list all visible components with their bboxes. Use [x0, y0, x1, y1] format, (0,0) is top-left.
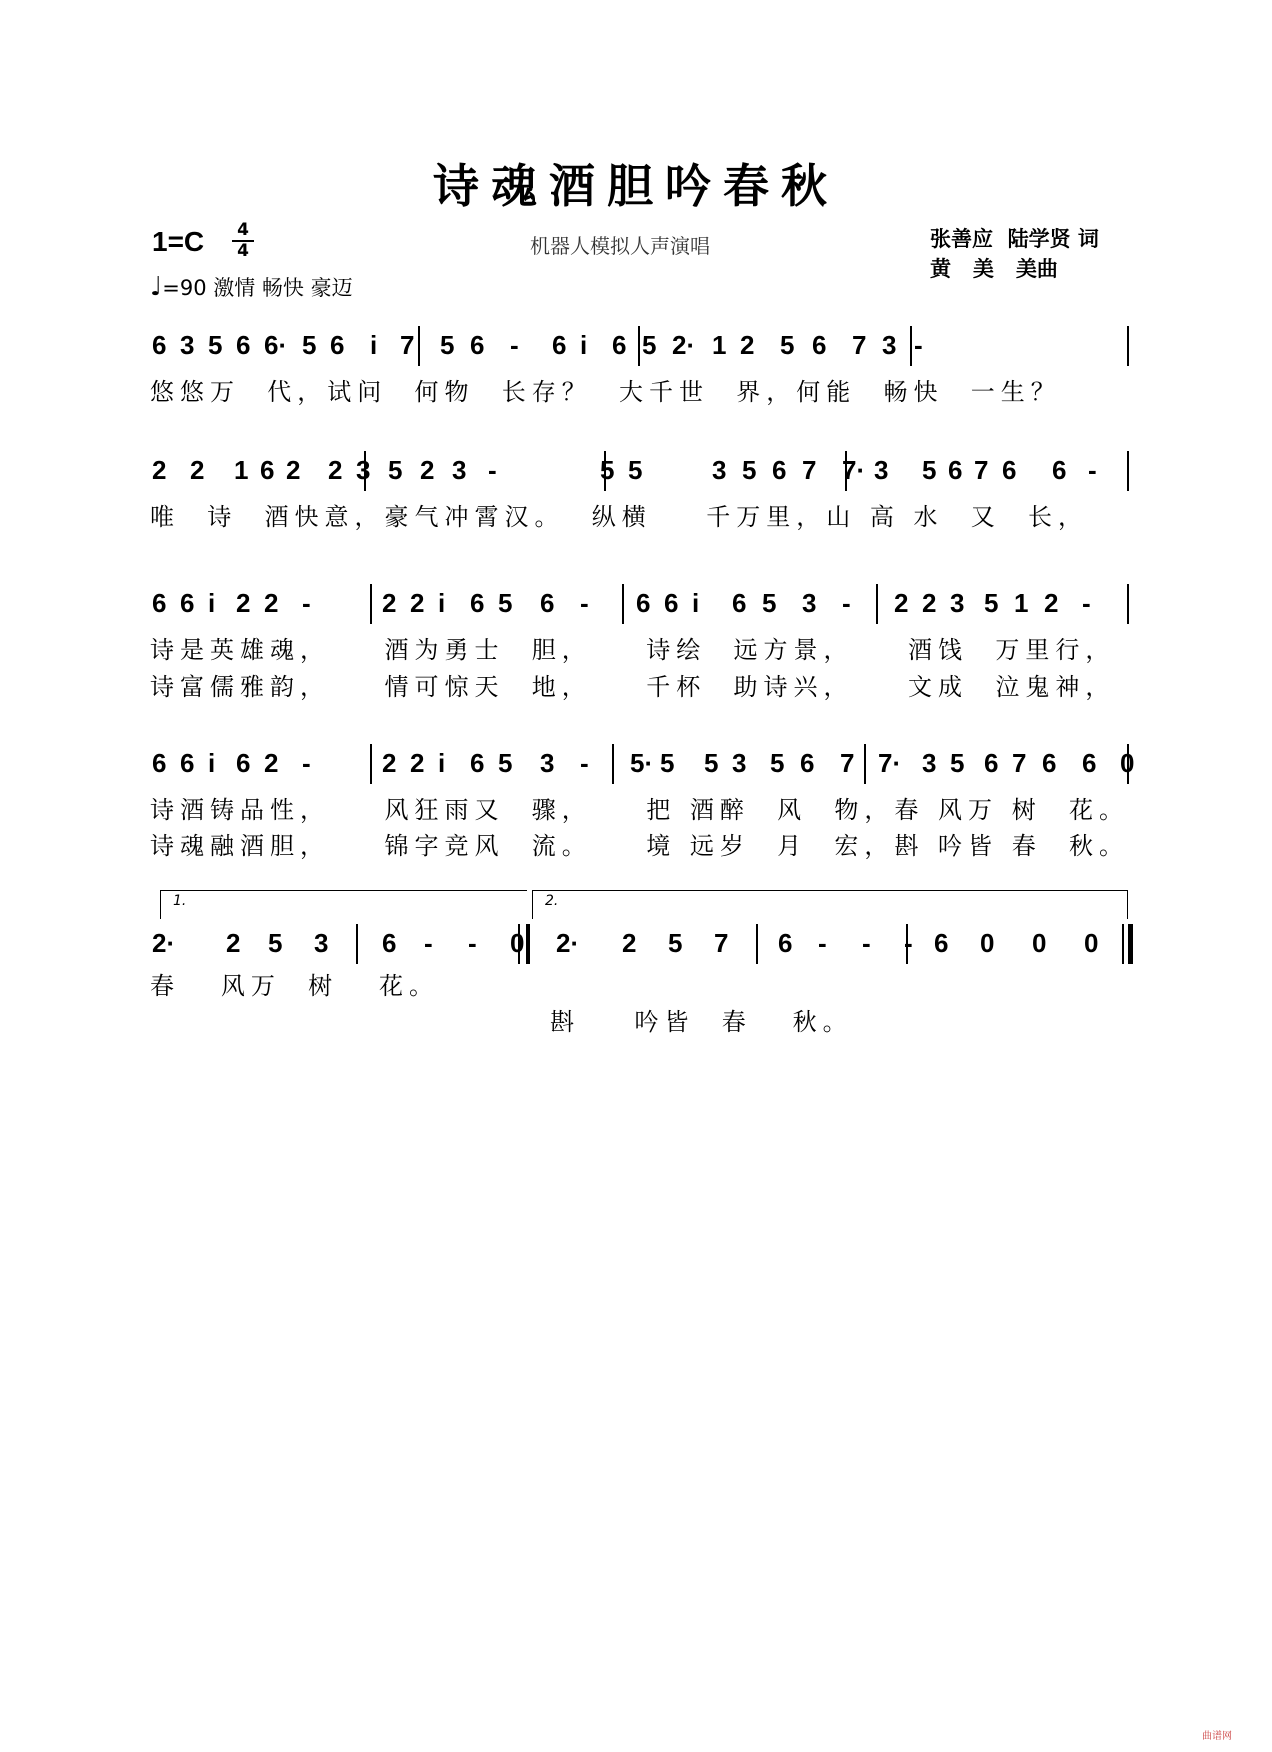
note: i: [208, 588, 216, 618]
note: -: [914, 330, 923, 360]
note: 1: [1014, 588, 1029, 618]
note: 6: [1052, 455, 1067, 485]
note: 7: [974, 455, 989, 485]
note: 6: [540, 588, 555, 618]
note: 2: [152, 455, 167, 485]
quarter-note-icon: ♩: [150, 272, 163, 302]
note: 6: [236, 748, 251, 778]
note: 3: [180, 330, 195, 360]
note: 6: [180, 748, 195, 778]
note: 2: [740, 330, 755, 360]
note: 6: [778, 928, 793, 958]
note: 6: [236, 330, 251, 360]
note: i: [580, 330, 588, 360]
lyric-line-3-verse-2: 诗富儒雅韵， 情可惊天 地， 千杯 助诗兴， 文成 泣鬼神，: [150, 673, 1116, 701]
note: 2: [622, 928, 637, 958]
lyric-line-5-verse-2: 斟 吟皆 春 秋。: [550, 1008, 853, 1036]
note: 2: [382, 748, 397, 778]
note: 5: [742, 455, 757, 485]
note: 6·: [264, 330, 288, 360]
note: 5: [780, 330, 795, 360]
lyric-line-4-verse-1: 诗酒铸品性， 风狂雨又 骤， 把 酒醉 风 物，春 风万 树 花。: [150, 796, 1129, 824]
note: 3: [452, 455, 467, 485]
note: 3: [922, 748, 937, 778]
note: 5: [762, 588, 777, 618]
note: 6: [180, 588, 195, 618]
note: -: [468, 928, 477, 958]
note: 6: [1042, 748, 1057, 778]
composer-credit: 黄 美 美曲: [930, 256, 1058, 281]
note: 5: [704, 748, 719, 778]
note: 1: [234, 455, 249, 485]
note: 3: [802, 588, 817, 618]
note: 6: [152, 748, 167, 778]
note: 7: [400, 330, 415, 360]
note: 6: [152, 588, 167, 618]
time-signature-bottom: 4: [237, 241, 249, 261]
note: 3: [882, 330, 897, 360]
performer-note: 机器人模拟人声演唱: [530, 234, 710, 258]
note: 6: [984, 748, 999, 778]
note: 2: [190, 455, 205, 485]
note: 6: [552, 330, 567, 360]
tempo-marking: [150, 272, 353, 302]
note: 6: [260, 455, 275, 485]
note: 2: [894, 588, 909, 618]
note: -: [842, 588, 851, 618]
time-signature: [232, 222, 254, 260]
note: 3: [712, 455, 727, 485]
note: -: [580, 748, 589, 778]
note: 2: [420, 455, 435, 485]
note: 6: [330, 330, 345, 360]
note: 7: [714, 928, 729, 958]
note: 1: [712, 330, 727, 360]
note: 3: [874, 455, 889, 485]
note: 3: [732, 748, 747, 778]
note: -: [1082, 588, 1091, 618]
note: 0: [510, 928, 525, 958]
note: 6: [732, 588, 747, 618]
lyric-line-1-verse-1: 悠悠万 代，试问 何物 长存？ 大千世 界，何能 畅快 一生？: [150, 378, 1061, 406]
watermark: 曲谱网: [1202, 1731, 1232, 1742]
note: 2: [286, 455, 301, 485]
note: i: [692, 588, 700, 618]
note: 7: [802, 455, 817, 485]
note: -: [302, 748, 311, 778]
note: -: [904, 928, 913, 958]
note: 5: [922, 455, 937, 485]
note: 7·: [842, 455, 866, 485]
note: 2·: [672, 330, 696, 360]
note: 5: [498, 588, 513, 618]
note: 6: [612, 330, 627, 360]
note: 5: [208, 330, 223, 360]
credits: [930, 224, 1099, 284]
note: 6: [948, 455, 963, 485]
note: 2·: [556, 928, 580, 958]
note: 6: [470, 330, 485, 360]
volta-2: [532, 890, 1128, 919]
note: 6: [470, 588, 485, 618]
note: 2: [1044, 588, 1059, 618]
note: 2: [236, 588, 251, 618]
note: 2: [410, 588, 425, 618]
note: 6: [1002, 455, 1017, 485]
note: -: [580, 588, 589, 618]
lyric-line-5-verse-1: 春 风万 树 花。: [150, 972, 440, 1000]
note: 6: [812, 330, 827, 360]
note: 5: [440, 330, 455, 360]
note: 6: [152, 330, 167, 360]
note: 6: [664, 588, 679, 618]
note: 5: [950, 748, 965, 778]
note: 7: [852, 330, 867, 360]
note: 2·: [152, 928, 176, 958]
note: 2: [226, 928, 241, 958]
tempo-text: =90 激情 畅快 豪迈: [162, 276, 353, 300]
note: i: [438, 748, 446, 778]
note: 5: [770, 748, 785, 778]
note: 5: [600, 455, 615, 485]
note: 6: [382, 928, 397, 958]
note: 6: [772, 455, 787, 485]
note: 2: [264, 588, 279, 618]
note: 3: [540, 748, 555, 778]
note: -: [302, 588, 311, 618]
note: 2: [410, 748, 425, 778]
key-signature: 1=C: [152, 226, 205, 257]
note: 6: [1082, 748, 1097, 778]
volta-2-label: 2.: [545, 893, 559, 909]
note: 2: [328, 455, 343, 485]
lyric-line-4-verse-2: 诗魂融酒胆， 锦字竞风 流。 境 远岁 月 宏，斟 吟皆 春 秋。: [150, 832, 1129, 860]
note: 5: [302, 330, 317, 360]
note: 3: [356, 455, 371, 485]
note: 5: [660, 748, 675, 778]
note: i: [370, 330, 378, 360]
note: 7: [840, 748, 855, 778]
note: 0: [1084, 928, 1099, 958]
note: 3: [950, 588, 965, 618]
lyric-line-2-verse-1: 唯 诗 酒快意，豪气冲霄汉。 纵横 千万里，山 高 水 又 长，: [150, 503, 1089, 531]
note: 6: [636, 588, 651, 618]
note: -: [424, 928, 433, 958]
note: 2: [382, 588, 397, 618]
note: 6: [470, 748, 485, 778]
note: 5: [388, 455, 403, 485]
note: 7·: [878, 748, 902, 778]
note: -: [1088, 455, 1097, 485]
note: 5: [628, 455, 643, 485]
note: 5·: [630, 748, 654, 778]
volta-1: [160, 890, 527, 919]
note: 0: [1032, 928, 1047, 958]
note: 5: [984, 588, 999, 618]
note: 5: [668, 928, 683, 958]
song-title: 诗魂酒胆吟春秋: [433, 159, 839, 213]
note: 5: [268, 928, 283, 958]
note: -: [862, 928, 871, 958]
note: 5: [642, 330, 657, 360]
note: -: [818, 928, 827, 958]
note: 7: [1012, 748, 1027, 778]
note: -: [488, 455, 497, 485]
note: i: [438, 588, 446, 618]
note: 3: [314, 928, 329, 958]
lyric-line-3-verse-1: 诗是英雄魂， 酒为勇士 胆， 诗绘 远方景， 酒饯 万里行，: [150, 636, 1116, 664]
note: 0: [1120, 748, 1135, 778]
note: 2: [922, 588, 937, 618]
note: 5: [498, 748, 513, 778]
note: i: [208, 748, 216, 778]
note: 6: [800, 748, 815, 778]
time-signature-top: 4: [237, 220, 249, 240]
lyricist-credit: 张善应 陆学贤 词: [930, 226, 1099, 251]
note: -: [510, 330, 519, 360]
note: 2: [264, 748, 279, 778]
volta-1-label: 1.: [173, 893, 187, 909]
note: 6: [934, 928, 949, 958]
note: 0: [980, 928, 995, 958]
